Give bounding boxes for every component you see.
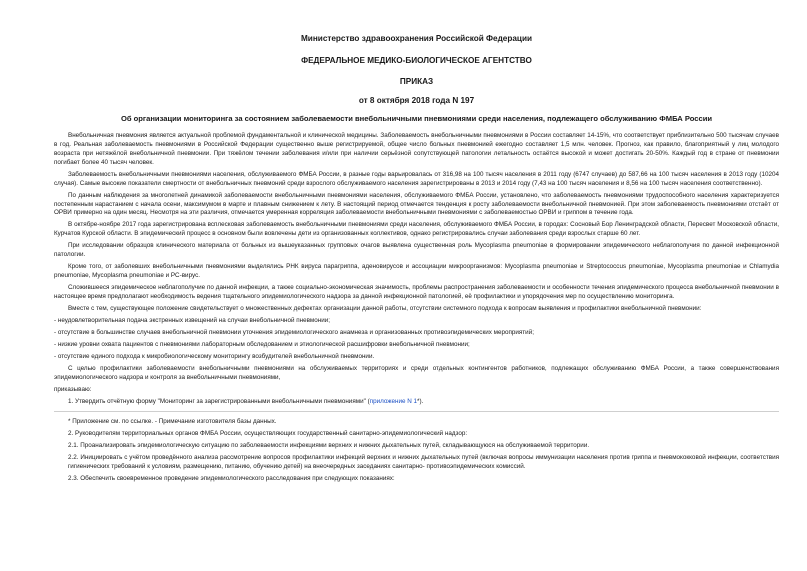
footnote-divider	[54, 411, 779, 412]
order-item-1-text: 1. Утвердить отчётную форму "Мониторинг за зарегистрированными внебольничными пневмониями" (	[68, 397, 370, 405]
document-date-number: от 8 октября 2018 года N 197	[358, 96, 475, 105]
document-title: Об организации мониторинга за состоянием заболеваемости внебольничными пневмониями среди населения, подлежащего обслуживанию ФМБА России	[120, 114, 713, 123]
agency-name: ФЕДЕРАЛЬНОЕ МЕДИКО-БИОЛОГИЧЕСКОЕ АГЕНТСТВО	[301, 56, 532, 65]
paragraph-dynamics: По данным наблюдения за многолетней динамикой заболеваемости внебольничными пневмониями населения, обслуживаемого ФМБА России, установлено, что заболеваемость пневмониями трудоспособного населения характеризуется постепенным нарастанием с начала осени, максимумом в марте и плавным снижением к лету. В настоящий период отмечается тенденция к росту заболеваемости внебольничной пневмонией. При этом заболеваемость пневмониями отстаёт от ОРВИ примерно на один месяц. Несмотря на эти различия, отмечается умеренная корреляция заболеваемости внебольничными пневмониями с заболеваемостью ОРВИ и гриппом в течение года.	[54, 191, 779, 217]
order-keyword: приказываю:	[54, 385, 92, 393]
order-item-2-2: 2.2. Инициировать с учётом проведённого анализа рассмотрение вопросов профилактики инфекций верхних и нижних дыхательных путей (включая вопросы иммунизации населения против гриппа и пневмококковой инфекции, соответствия гигиенических требований к условиям, размещению, питанию, обучению детей) на внеочередных заседаниях санитарно- противоэпидемических комиссий.	[68, 453, 779, 470]
paragraph-purpose: С целью профилактики заболеваемости внебольничными пневмониями на обслуживаемых территориях и среди отдельных контингентов работников, подлежащих обслуживанию ФМБА России, а также совершенствования эпидемиологического надзора и контроля за внебольничными пневмониями,	[54, 365, 779, 381]
list-item: - отсутствие в большинстве случаев внебольничной пневмонии уточнения эпидемиологического анамнеза и организованных противоэпидемических мероприятий;	[54, 329, 534, 337]
paragraph-defects: Вместе с тем, существующее положение свидетельствует о множественных дефектах организации данной работы, отсутствии системного подхода к вопросам выявления и профилактики внебольничной пневмонии:	[68, 305, 702, 313]
paragraph-intro: Внебольничная пневмония является актуальной проблемой фундаментальной и клинической медицины. Заболеваемость внебольничными пневмониями в России составляет 14-15%, что соответствует приблизительно 500 тысячам случаев в год. Реальная заболеваемость пневмониями в Российской Федерации существенно выше регистрируемой, общее число больных пневмонией ежегодно составляет 1,5 млн. человек. Прогноз, как правило, благоприятный у лиц молодого возраста при нетяжёлой внебольничной пневмонии. При тяжёлом течении заболевания и/или при наличии серьёзной сопутствующей патологии летальность остаётся высокой и может достигать 20-50%. Каждый год в стране от пневмонии погибает более 40 тысяч человек.	[54, 132, 779, 166]
list-item: - неудовлетворительная подача экстренных извещений на случаи внебольничной пневмонии;	[54, 317, 330, 325]
list-item: - низкие уровни охвата пациентов с пневмониями лабораторным обследованием и этиологической расшифровки внебольничной пневмонии;	[54, 341, 470, 349]
order-item-1-end: *).	[417, 397, 424, 405]
list-item: - отсутствие единого подхода к микробиологическому мониторингу возбудителей внебольничной пневмонии.	[54, 353, 375, 361]
order-item-2: 2. Руководителям территориальных органов ФМБА России, осуществляющих государственный санитарно-эпидемиологический надзор:	[68, 429, 468, 437]
document-type: ПРИКАЗ	[399, 77, 434, 86]
paragraph-incidence: Заболеваемость внебольничными пневмониями населения, обслуживаемого ФМБА России, в разные годы варьировалась от 316,98 на 100 тысяч населения в 2011 году (6747 случаев) до 587,66 на 100 тысяч населения в 2013 году (10204 случая). Самые высокие показатели смертности от внебольничных пневмоний среди взрослого обслуживаемого населения зарегистрированы в 2013 и 2014 году (7,43 на 100 тысяч населения и 8,56 на 100 тысяч населения соответственно).	[54, 170, 779, 187]
paragraph-mycoplasma: При исследовании образцов клинического материала от больных из вышеуказанных групповых очагов выявлена существенная роль Mycoplasma pneumoniae в формировании эпидемического неблагополучия по данной инфекционной патологии.	[54, 242, 779, 259]
appendix-1-link[interactable]: приложение N 1	[369, 397, 418, 405]
order-item-2-3: 2.3. Обеспечить своевременное проведение эпидемиологического расследования при следующих показаниях:	[68, 474, 395, 482]
order-item-2-1: 2.1. Проанализировать эпидемиологическую ситуацию по заболеваемости инфекциями верхних и нижних дыхательных путей, складывающуюся на обслуживаемой территории.	[68, 441, 590, 449]
footnote: * Приложение см. по ссылке. - Примечание изготовителя базы данных.	[68, 417, 277, 425]
order-item-1	[54, 398, 779, 407]
paragraph-outbreak: В октябре-ноябре 2017 года зарегистрирована всплесковая заболеваемость внебольничными пневмониями среди населения, обслуживаемого ФМБА России, в городах: Сосновый Бор Ленинградской области, Пересвет Московской области, Курчатов Курской области. В эпидемический процесс в основном были вовлечены дети из организованных коллективов, однако регистрировались случаи заболевания среди взрослых старше 60 лет.	[54, 221, 779, 238]
paragraph-associations: Кроме того, от заболевших внебольничными пневмониями выделялись РНК вируса парагриппа, аденовирусов и ассоциации микроорганизмов: Mycoplasma pneumoniae и Streptococcus pneumoniae, Mycoplasma pneumoniae и Chlamydia pneumoniae, Mycoplasma pneumoniae и РС-вирус.	[54, 263, 779, 280]
ministry-name: Министерство здравоохранения Российской Федерации	[300, 34, 533, 43]
paragraph-surveillance: Сложившееся эпидемическое неблагополучие по данной инфекции, а также социально-экономическая значимость, проблемы распространения заболеваемости и особенности течения эпидемического процесса внебольничной пневмонии в настоящее время предполагают необходимость ведения тщательного эпидемиологического надзора за данной инфекционной патологией, её профилактики и упорядочения мер по осуществлению мониторинга.	[54, 284, 779, 301]
